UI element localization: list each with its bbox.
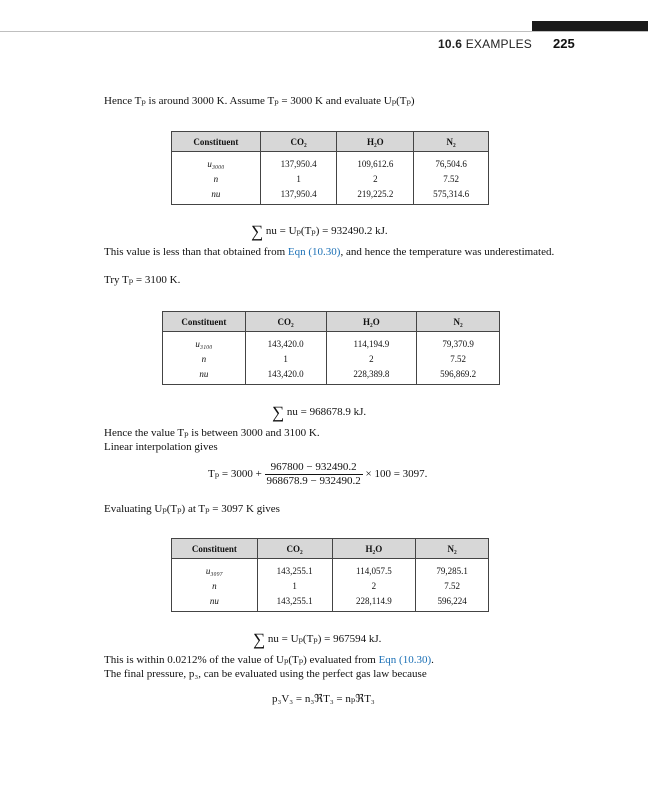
table-header-cell: N₂	[414, 132, 489, 152]
table-row	[163, 332, 500, 352]
table-header-cell: H₂O	[326, 312, 417, 332]
equation-sum-3097	[253, 630, 381, 650]
equation-link[interactable]: Eqn (10.30)	[287, 246, 341, 258]
table-cell: 79,285.1	[416, 559, 489, 579]
table-cell: nu	[199, 368, 209, 379]
equation-gas-law: p₃V₃ = n₃ℜT₃ = nₚℜT₃	[272, 693, 375, 705]
table-header-cell: N₂	[417, 312, 500, 332]
equation-text: nu = 968678.9 kJ.	[286, 406, 367, 418]
paragraph-6: Evaluating Uₚ(Tₚ) at Tₚ = 3097 K gives	[104, 503, 280, 515]
table-header-cell: H₂O	[337, 132, 414, 152]
table-row	[172, 593, 489, 612]
table-header-cell: Constituent	[172, 539, 258, 559]
section-title: EXAMPLES	[465, 37, 532, 51]
table-cell: 596,869.2	[417, 366, 500, 385]
table-cell: 137,950.4	[260, 186, 337, 205]
table-cell: nu	[209, 595, 219, 606]
table-row	[163, 351, 500, 366]
table-cell: n	[201, 353, 207, 364]
table-cell: 137,950.4	[260, 152, 337, 172]
running-header	[438, 37, 532, 51]
header-rule	[0, 31, 648, 32]
table-row	[172, 186, 489, 205]
table-row	[163, 366, 500, 385]
paragraph-7	[104, 653, 434, 667]
table-cell: 143,420.0	[245, 332, 326, 352]
table-cell: 143,255.1	[257, 559, 332, 579]
paragraph-8: The final pressure, p₃, can be evaluated using the perfect gas law because	[104, 668, 427, 680]
table-cell: 2	[326, 351, 417, 366]
table-header-cell: N₂	[416, 539, 489, 559]
table-cell: 2	[337, 171, 414, 186]
paragraph-1: Hence Tₚ is around 3000 K. Assume Tₚ = 3000 K and evaluate Uₚ(Tₚ)	[104, 95, 415, 107]
table-header-cell: Constituent	[163, 312, 246, 332]
table-cell: u₃₁₀₀	[195, 338, 213, 349]
section-number: 10.6	[438, 37, 463, 51]
equation-lhs: Tₚ = 3000 +	[208, 468, 262, 481]
paragraph-3: Try Tₚ = 3100 K.	[104, 274, 181, 286]
fraction	[265, 461, 363, 488]
table-header-cell: CO₂	[260, 132, 337, 152]
table-cell: u₃₀₀₀	[207, 158, 225, 169]
table-header-cell: Constituent	[172, 132, 261, 152]
table-cell: 109,612.6	[337, 152, 414, 172]
paragraph-2	[87, 245, 576, 259]
table-row	[172, 578, 489, 593]
table-cell: u₃₀₉₇	[205, 565, 223, 576]
equation-sum-3100	[272, 403, 366, 423]
table-cell: nu	[211, 188, 221, 199]
paragraph-2-text-b: , and hence the temperature was underestimated.	[340, 246, 555, 258]
table-row	[172, 171, 489, 186]
table-cell: 1	[260, 171, 337, 186]
table-cell: 143,420.0	[245, 366, 326, 385]
table-cell: n	[213, 173, 219, 184]
table-3100k	[162, 311, 500, 385]
equation-rhs: × 100 = 3097.	[365, 468, 428, 481]
equation-text: nu = Uₚ(Tₚ) = 932490.2 kJ.	[265, 225, 388, 237]
table-cell: 7.52	[414, 171, 489, 186]
equation-interpolation	[208, 461, 427, 488]
paragraph-7-text-b: .	[431, 654, 434, 666]
paragraph-2-text-a: This value is less than that obtained from	[104, 246, 288, 258]
table-header-cell: H₂O	[332, 539, 416, 559]
table-cell: 143,255.1	[257, 593, 332, 612]
table-cell: 76,504.6	[414, 152, 489, 172]
equation-text: nu = Uₚ(Tₚ) = 967594 kJ.	[267, 633, 382, 645]
equation-link[interactable]: Eqn (10.30)	[378, 654, 432, 666]
table-row	[172, 559, 489, 579]
table-cell: 79,370.9	[417, 332, 500, 352]
fraction-denominator: 968678.9 − 932490.2	[266, 475, 361, 487]
table-cell: 7.52	[417, 351, 500, 366]
table-cell: 219,225.2	[337, 186, 414, 205]
table-cell: n	[212, 580, 217, 591]
sigma-symbol: ∑	[253, 630, 266, 649]
table-cell: 114,194.9	[326, 332, 417, 352]
table-cell: 2	[332, 578, 416, 593]
sigma-symbol: ∑	[251, 222, 264, 241]
table-cell: 228,114.9	[332, 593, 416, 612]
paragraph-5: Linear interpolation gives	[104, 441, 218, 453]
table-cell: 575,314.6	[414, 186, 489, 205]
table-cell: 228,389.8	[326, 366, 417, 385]
fraction-numerator: 967800 − 932490.2	[265, 461, 363, 475]
paragraph-7-text-a: This is within 0.0212% of the value of Uₚ(Tₚ) evaluated from	[104, 654, 379, 666]
table-cell: 596,224	[416, 593, 489, 612]
table-cell: 7.52	[416, 578, 489, 593]
paragraph-4: Hence the value Tₚ is between 3000 and 3100 K.	[104, 427, 320, 439]
table-3000k	[171, 131, 489, 205]
table-cell: 1	[257, 578, 332, 593]
header-bar	[532, 21, 648, 31]
table-header-cell: CO₂	[245, 312, 326, 332]
equation-sum-3000	[251, 222, 388, 242]
table-header-cell: CO₂	[257, 539, 332, 559]
table-3097k	[171, 538, 489, 612]
table-cell: 1	[245, 351, 326, 366]
table-row	[172, 152, 489, 172]
sigma-symbol: ∑	[272, 403, 285, 422]
table-cell: 114,057.5	[332, 559, 416, 579]
page-number: 225	[553, 36, 575, 51]
